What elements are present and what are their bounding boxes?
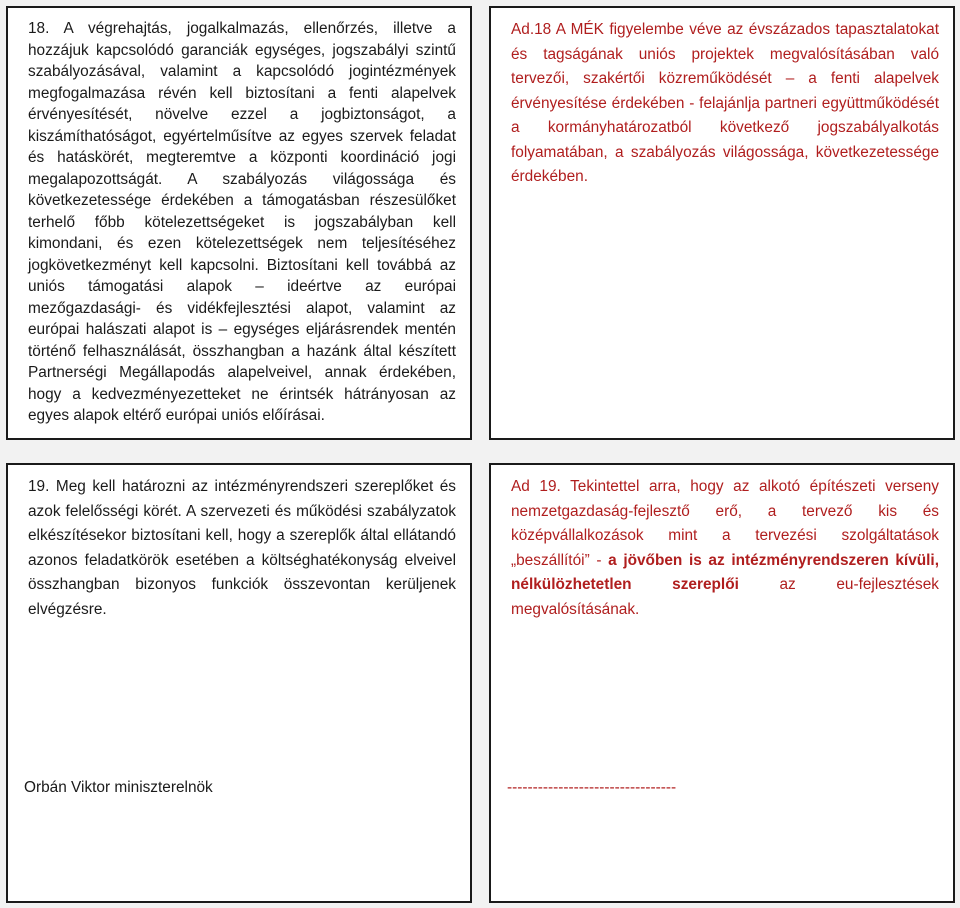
signature-name: Orbán Viktor miniszterelnök	[24, 779, 213, 796]
proposal-text-card-19	[6, 463, 472, 903]
response-paragraph-18: Ad.18 A MÉK figyelembe véve az évszázados tapasztalatokat és tagságának uniós projektek megvalósításában való tervezői, szakértői közreműködését – a fenti alapelvek érvényesítése érdekében - felajánlja partneri együttműködését a kormányhatározatból következő jogszabályalkotás folyamatában, a szabályozás világossága, következetessége érdekében.	[511, 21, 939, 185]
response-text-card-18	[489, 6, 955, 440]
signature-line: ---------------------------------	[507, 779, 677, 796]
response-paragraph-19	[511, 475, 939, 622]
proposal-paragraph-18: 18. A végrehajtás, jogalkalmazás, ellenőrzés, illetve a hozzájuk kapcsolódó garanciák egységes, jogszabályi szintű szabályozásával, valamint a kapcsolódó jogintézmények megfogalmazása révén kell biztosítani a fenti alapelvek érvényesítését, növelve ezzel a jogbiztonságot, a kiszámíthatóságot, egyértelműsítve az egyes szervek feladat és hatáskörét, megteremtve a központi koordináció jogi megalapozottságát. A szabályozás világossága és következetessége érdekében a támogatásban részesülőket terhelő főbb kötelezettségeket is jogszabályban kell kimondani, és ezen kötelezettségek nem teljesítéséhez jogkövetkezményt kell kapcsolni. Biztosítani kell továbbá az uniós támogatási alapok – ideértve az európai mezőgazdasági- és vidékfejlesztési alapot, valamint az európai halászati alapot is – egységes eljárásrendek mentén történő felhasználását, összhangban a hazánk által készített Partnerségi Megállapodás alapelveivel, annak érdekében, hogy a kedvezményezetteket ne érintsék hátrányosan az egyes alapok eltérő európai uniós előírásai.	[28, 20, 456, 424]
response-19-text-end: az eu-fejlesztések megvalósításának.	[511, 576, 939, 618]
proposal-paragraph-19: 19. Meg kell határozni az intézményrendszeri szereplőket és azok felelősségi körét. A szervezeti és működési szabályzatok elkészítésekor biztosítani kell, hogy a szereplők által ellátandó azonos feladatkörök esetében a költséghatékonyság elveivel összhangban bizonyos funkciók összevontan kerüljenek elvégzésre.	[28, 478, 456, 618]
response-text-card-19	[489, 463, 955, 903]
proposal-text-card-18	[6, 6, 472, 440]
response-19-text-start: Ad 19. Tekintettel arra, hogy az alkotó építészeti verseny nemzetgazdaság-fejlesztő erő, a tervező kis és középvállalkozások mint a tervezési szolgáltatások „beszállítói” -	[511, 478, 939, 569]
response-19-bold-text: a jövőben is az intézményrendszeren kívüli, nélkülözhetetlen szereplői	[511, 551, 939, 593]
